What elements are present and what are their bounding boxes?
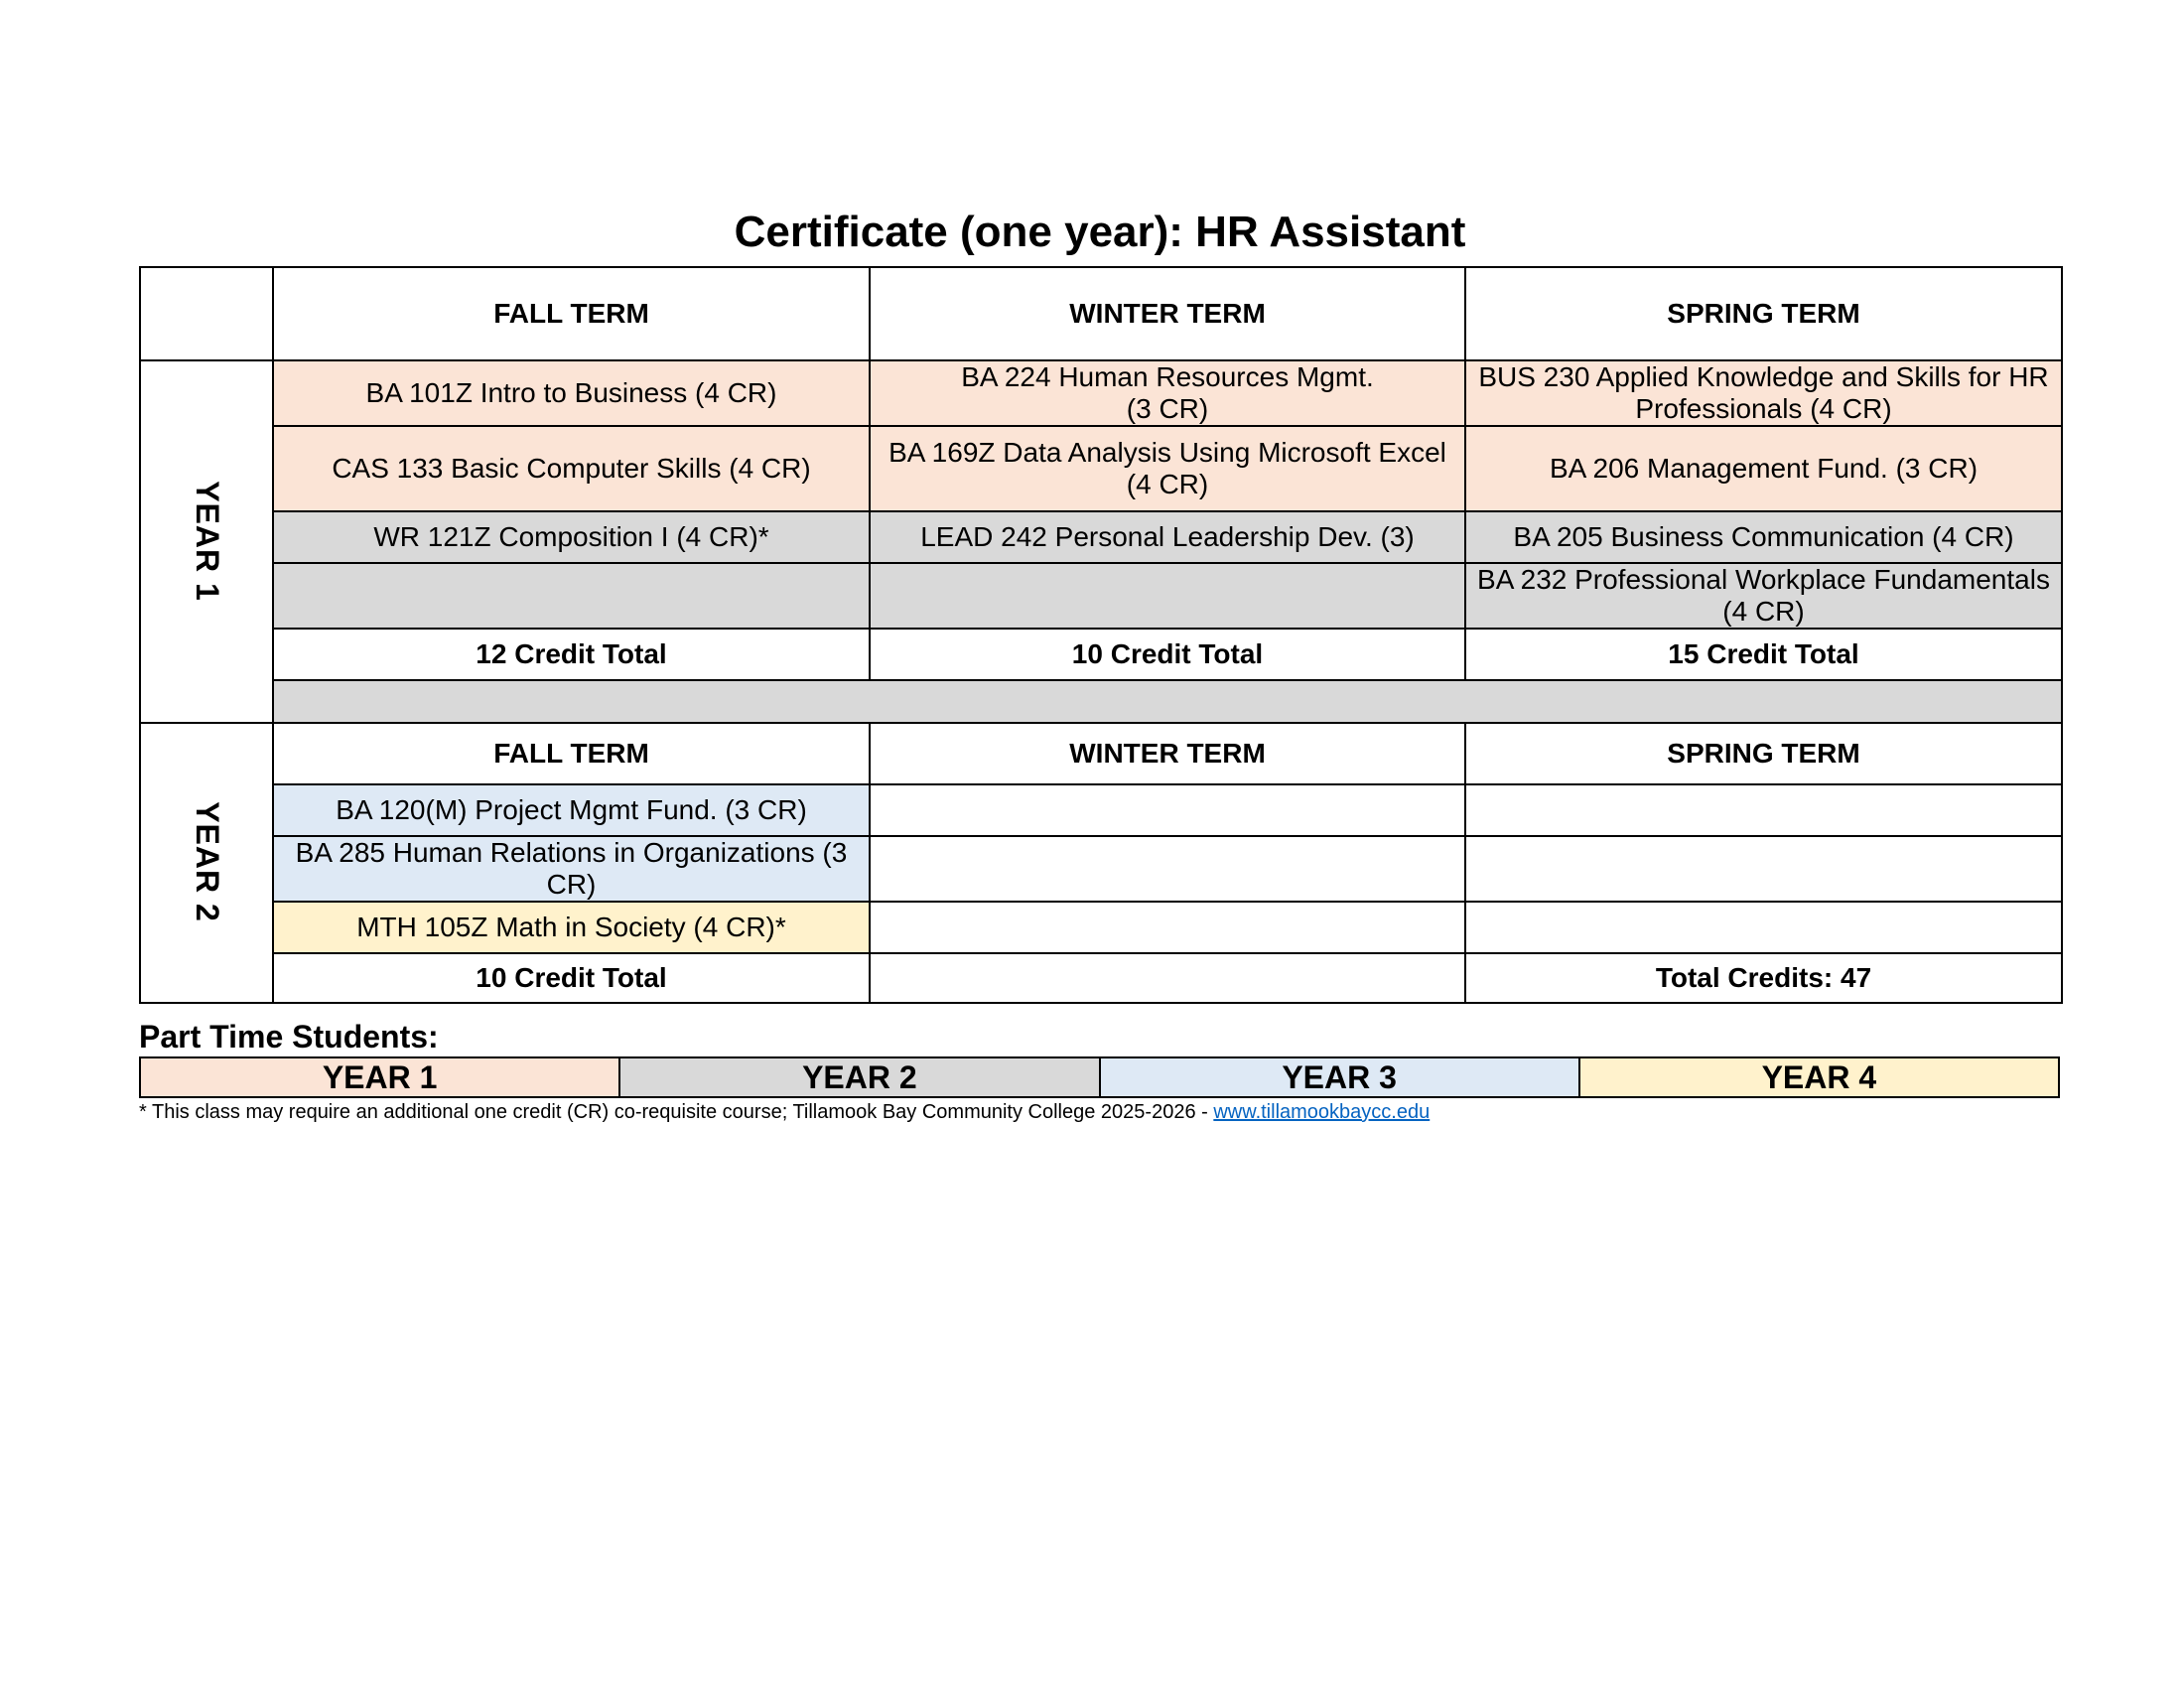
course-cell (1465, 784, 2062, 836)
year1-spring-credit-total: 15 Credit Total (1465, 629, 2062, 680)
year1-totals-row (140, 629, 2062, 680)
table-row (140, 563, 2062, 629)
course-cell (870, 836, 1465, 902)
year1-fall-credit-total: 12 Credit Total (273, 629, 870, 680)
table-row (140, 784, 2062, 836)
table-row (140, 426, 2062, 511)
legend-year3: YEAR 3 (1100, 1057, 1579, 1097)
course-cell (870, 902, 1465, 953)
year2-term-header-row (140, 723, 2062, 784)
course-cell: MTH 105Z Math in Society (4 CR)* (273, 902, 870, 953)
year1-label-cell (140, 360, 273, 723)
college-website-link[interactable]: www.tillamookbaycc.edu (1213, 1101, 1431, 1123)
part-time-heading: Part Time Students: (139, 1019, 439, 1055)
course-cell: BA 285 Human Relations in Organizations (3 CR) (273, 836, 870, 902)
course-cell: BUS 230 Applied Knowledge and Skills for HR Professionals (4 CR) (1465, 360, 2062, 426)
table-row (140, 360, 2062, 426)
year2-label-cell (140, 723, 273, 1003)
course-cell: BA 169Z Data Analysis Using Microsoft Excel (4 CR) (870, 426, 1465, 511)
year2-fall-term-heading: FALL TERM (273, 723, 870, 784)
table-row (140, 902, 2062, 953)
course-plan-table (139, 266, 2063, 1004)
footnote (139, 1100, 1430, 1124)
course-cell: BA 206 Management Fund. (3 CR) (1465, 426, 2062, 511)
course-cell: LEAD 242 Personal Leadership Dev. (3) (870, 511, 1465, 563)
corner-cell (140, 267, 273, 360)
year1-fall-term-heading: FALL TERM (273, 267, 870, 360)
year-separator-row (140, 680, 2062, 723)
year-separator (273, 680, 2062, 723)
course-cell (1465, 836, 2062, 902)
course-cell: BA 224 Human Resources Mgmt. (3 CR) (870, 360, 1465, 426)
course-cell (273, 563, 870, 629)
year2-winter-credit-total (870, 953, 1465, 1003)
total-credits: Total Credits: 47 (1465, 953, 2062, 1003)
year2-totals-row (140, 953, 2062, 1003)
course-cell: WR 121Z Composition I (4 CR)* (273, 511, 870, 563)
year2-spring-term-heading: SPRING TERM (1465, 723, 2062, 784)
year1-term-header-row (140, 267, 2062, 360)
year1-winter-term-heading: WINTER TERM (870, 267, 1465, 360)
year1-spring-term-heading: SPRING TERM (1465, 267, 2062, 360)
course-cell (870, 784, 1465, 836)
course-cell: CAS 133 Basic Computer Skills (4 CR) (273, 426, 870, 511)
part-time-legend (139, 1056, 2060, 1098)
course-cell (1465, 902, 2062, 953)
course-cell: BA 101Z Intro to Business (4 CR) (273, 360, 870, 426)
page-title: Certificate (one year): HR Assistant (734, 208, 1466, 256)
year1-label: YEAR 1 (189, 480, 225, 602)
legend-year2: YEAR 2 (619, 1057, 1099, 1097)
course-cell: BA 120(M) Project Mgmt Fund. (3 CR) (273, 784, 870, 836)
course-cell: BA 232 Professional Workplace Fundamentals (4 CR) (1465, 563, 2062, 629)
table-row (140, 511, 2062, 563)
legend-year4: YEAR 4 (1579, 1057, 2059, 1097)
year2-fall-credit-total: 10 Credit Total (273, 953, 870, 1003)
year2-winter-term-heading: WINTER TERM (870, 723, 1465, 784)
legend-year1: YEAR 1 (140, 1057, 619, 1097)
year2-label: YEAR 2 (189, 801, 225, 922)
course-cell (870, 563, 1465, 629)
course-cell: BA 205 Business Communication (4 CR) (1465, 511, 2062, 563)
table-row (140, 836, 2062, 902)
footnote-text: * This class may require an additional one credit (CR) co-requisite course; Tillamook Bay Community College 2025-2026 - (139, 1101, 1214, 1123)
year1-winter-credit-total: 10 Credit Total (870, 629, 1465, 680)
